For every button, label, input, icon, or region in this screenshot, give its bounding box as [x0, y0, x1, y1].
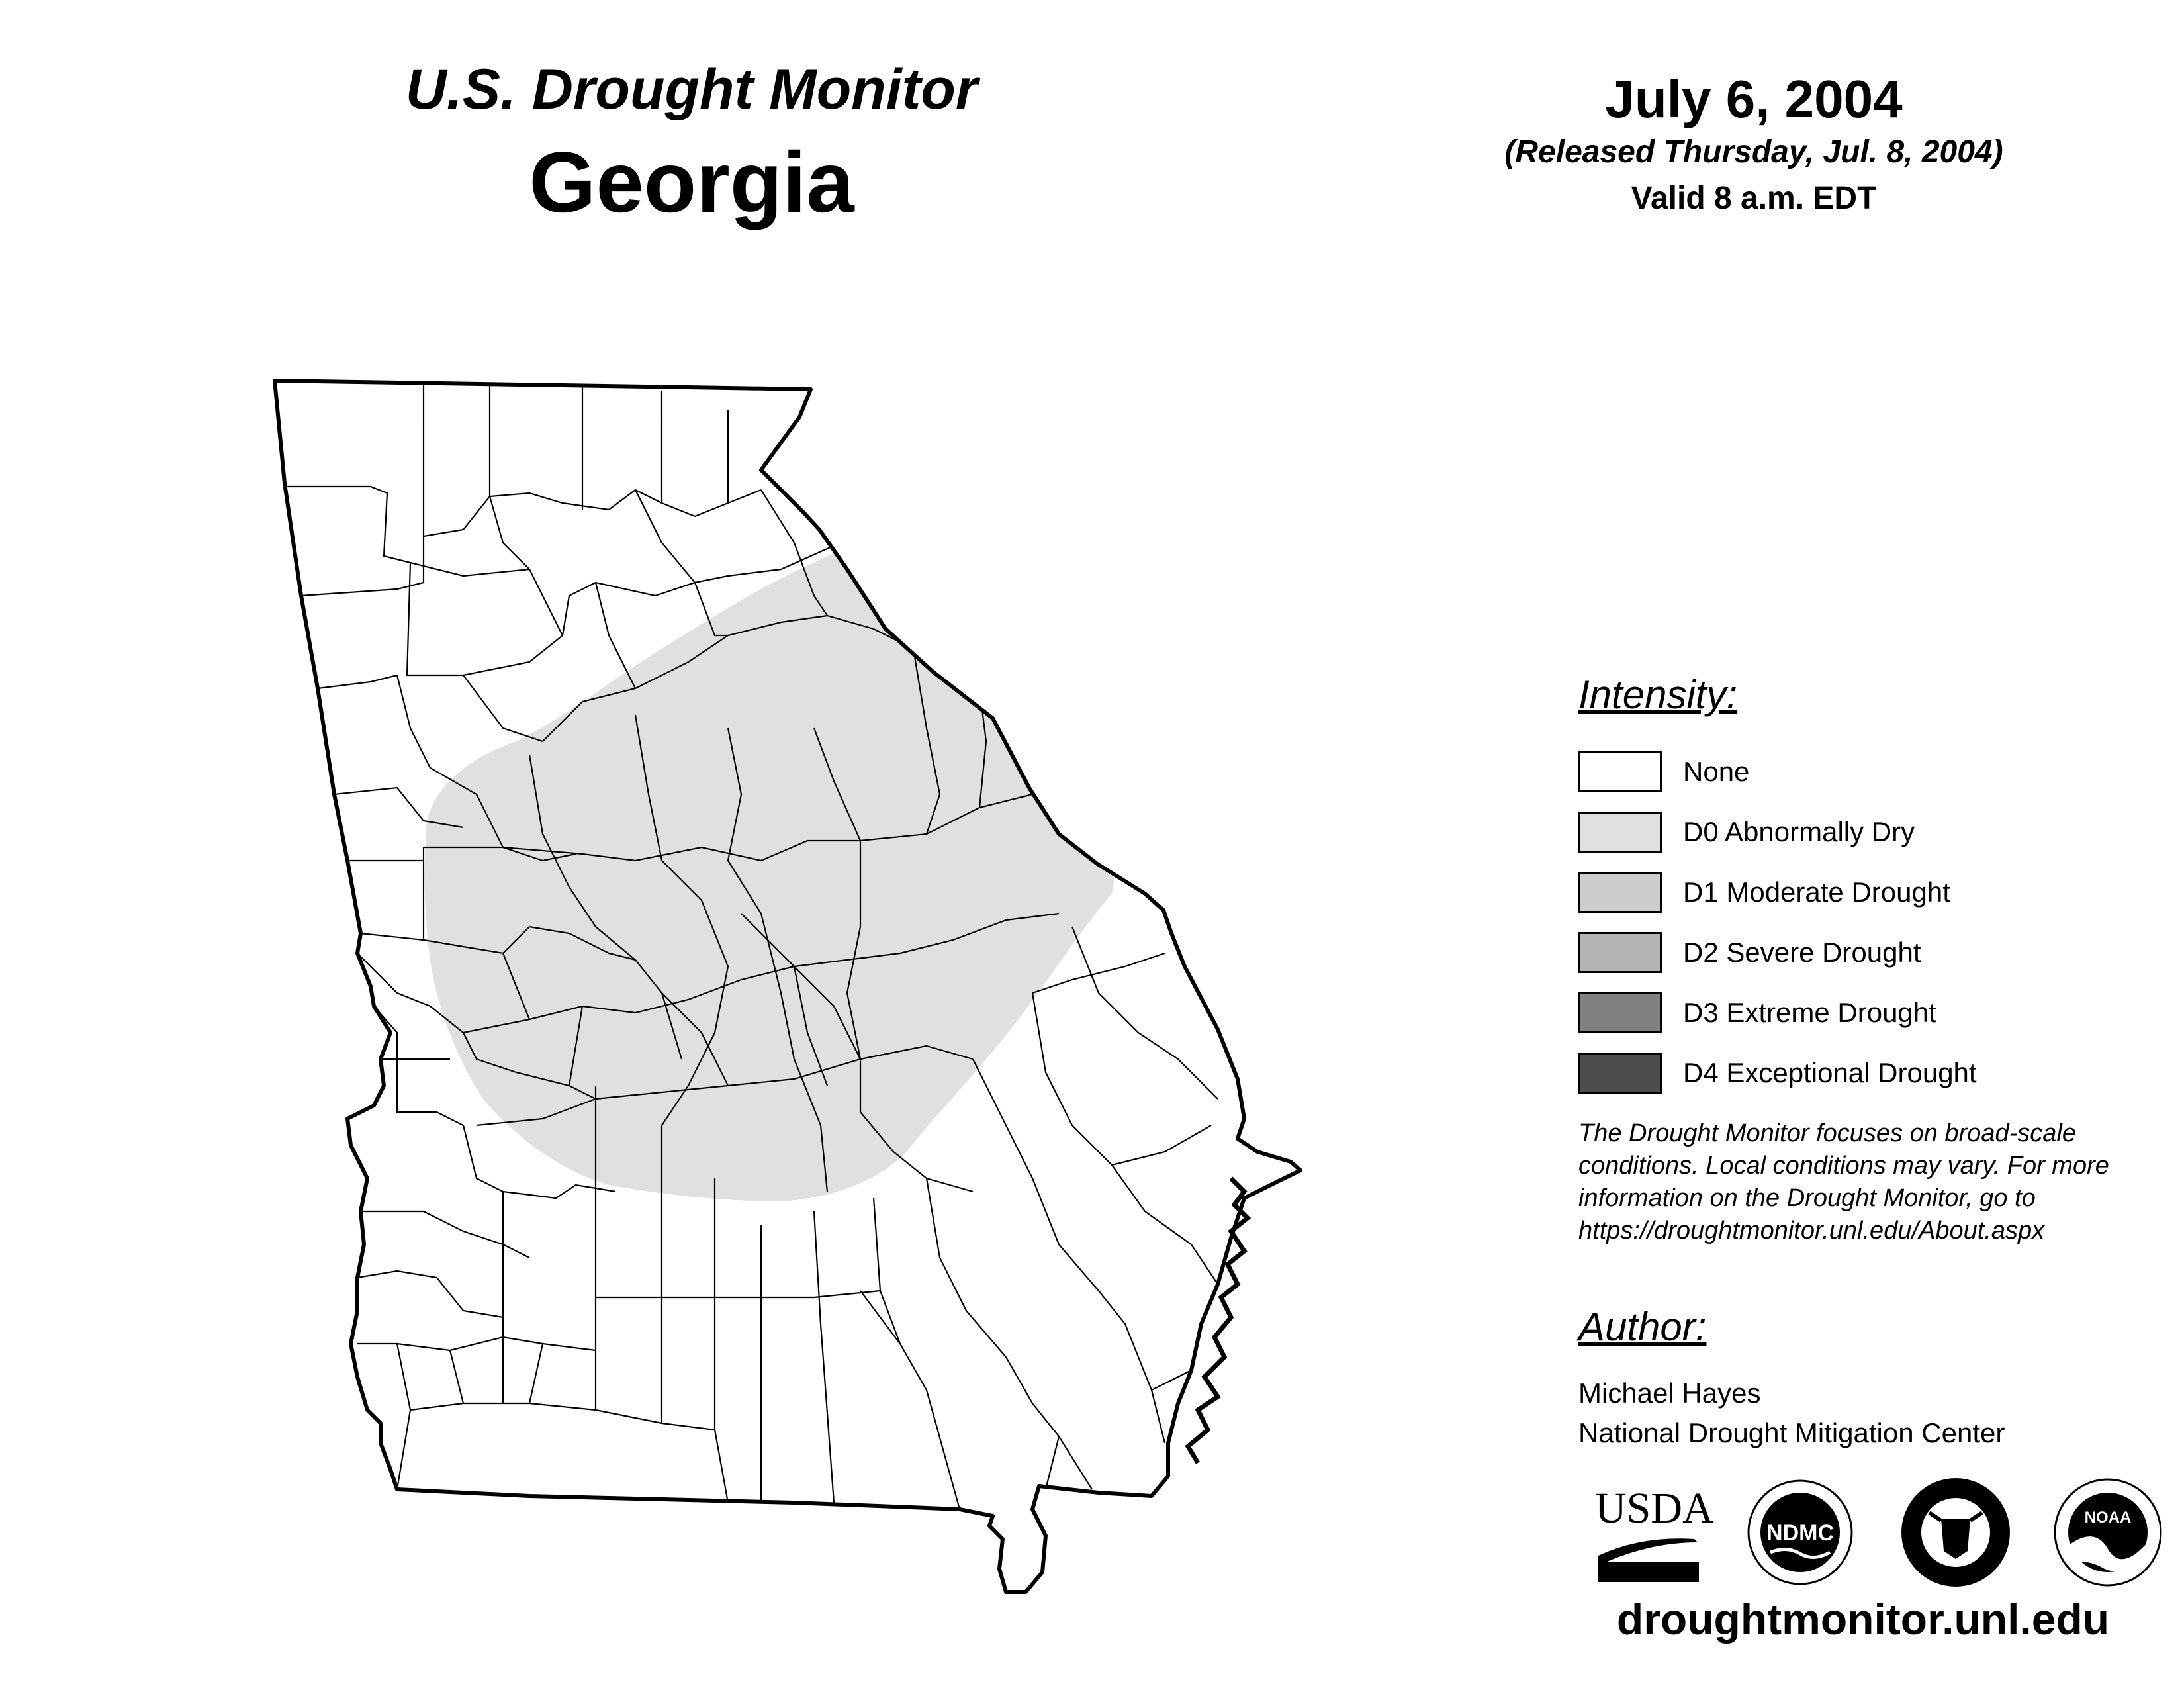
- agency-logos: [1588, 1476, 2171, 1589]
- footer-url[interactable]: droughtmonitor.unl.edu: [1616, 1595, 2110, 1644]
- legend-label: D3 Extreme Drought: [1683, 996, 1936, 1028]
- legend-label: D2 Severe Drought: [1683, 936, 1921, 968]
- d0-abnormally-dry-area: [425, 543, 1115, 1201]
- legend-swatch: [1578, 992, 1662, 1033]
- drought-monitor-note: The Drought Monitor focuses on broad-scale conditions. Local conditions may vary. For more information on the Drought Monitor, go to https://droughtmonitor.unl.edu/About.aspx: [1578, 1119, 2109, 1244]
- legend-swatch: [1578, 1053, 1662, 1094]
- legend-label: D1 Moderate Drought: [1683, 876, 1950, 908]
- legend-item-d2: [1578, 922, 2174, 982]
- legend-swatch: [1578, 872, 1662, 913]
- date-block: [1456, 66, 2052, 225]
- legend-item-d3: [1578, 982, 2174, 1043]
- release-date: (Released Thursday, Jul. 8, 2004): [1504, 134, 2003, 169]
- ndmc-logo: [1749, 1481, 1852, 1584]
- legend-item-d4: [1578, 1043, 2174, 1103]
- legend-label: None: [1683, 755, 1750, 787]
- author-name: Michael Hayes: [1578, 1378, 1761, 1409]
- legend-label: D0 Abnormally Dry: [1683, 816, 1915, 847]
- map-subtitle: U.S. Drought Monitor: [405, 58, 978, 121]
- legend-item-d0: [1578, 802, 2174, 862]
- noaa-logo: [2055, 1479, 2161, 1585]
- author-organization: National Drought Mitigation Center: [1578, 1417, 2005, 1448]
- author-block: [1578, 1301, 2174, 1453]
- legend-label: D4 Exceptional Drought: [1683, 1056, 1977, 1088]
- drought-layer: [425, 543, 1115, 1201]
- department-of-commerce-seal-icon: [1901, 1478, 2010, 1587]
- legend: [1578, 669, 2174, 1103]
- usda-logo: [1595, 1484, 1714, 1582]
- legend-swatch: [1578, 751, 1662, 792]
- usda-logo-text: USDA: [1595, 1484, 1714, 1532]
- valid-time: Valid 8 a.m. EDT: [1631, 181, 1877, 216]
- state-title: Georgia: [529, 134, 854, 230]
- noaa-logo-text: NOAA: [2084, 1509, 2132, 1526]
- legend-swatch: [1578, 932, 1662, 973]
- ndmc-logo-text: NDMC: [1766, 1521, 1834, 1546]
- legend-item-d1: [1578, 862, 2174, 922]
- legend-title: Intensity:: [1578, 673, 1738, 717]
- legend-swatch: [1578, 812, 1662, 853]
- author-title: Author:: [1578, 1305, 1707, 1349]
- legend-item-none: [1578, 741, 2174, 802]
- map-date: July 6, 2004: [1605, 70, 1903, 128]
